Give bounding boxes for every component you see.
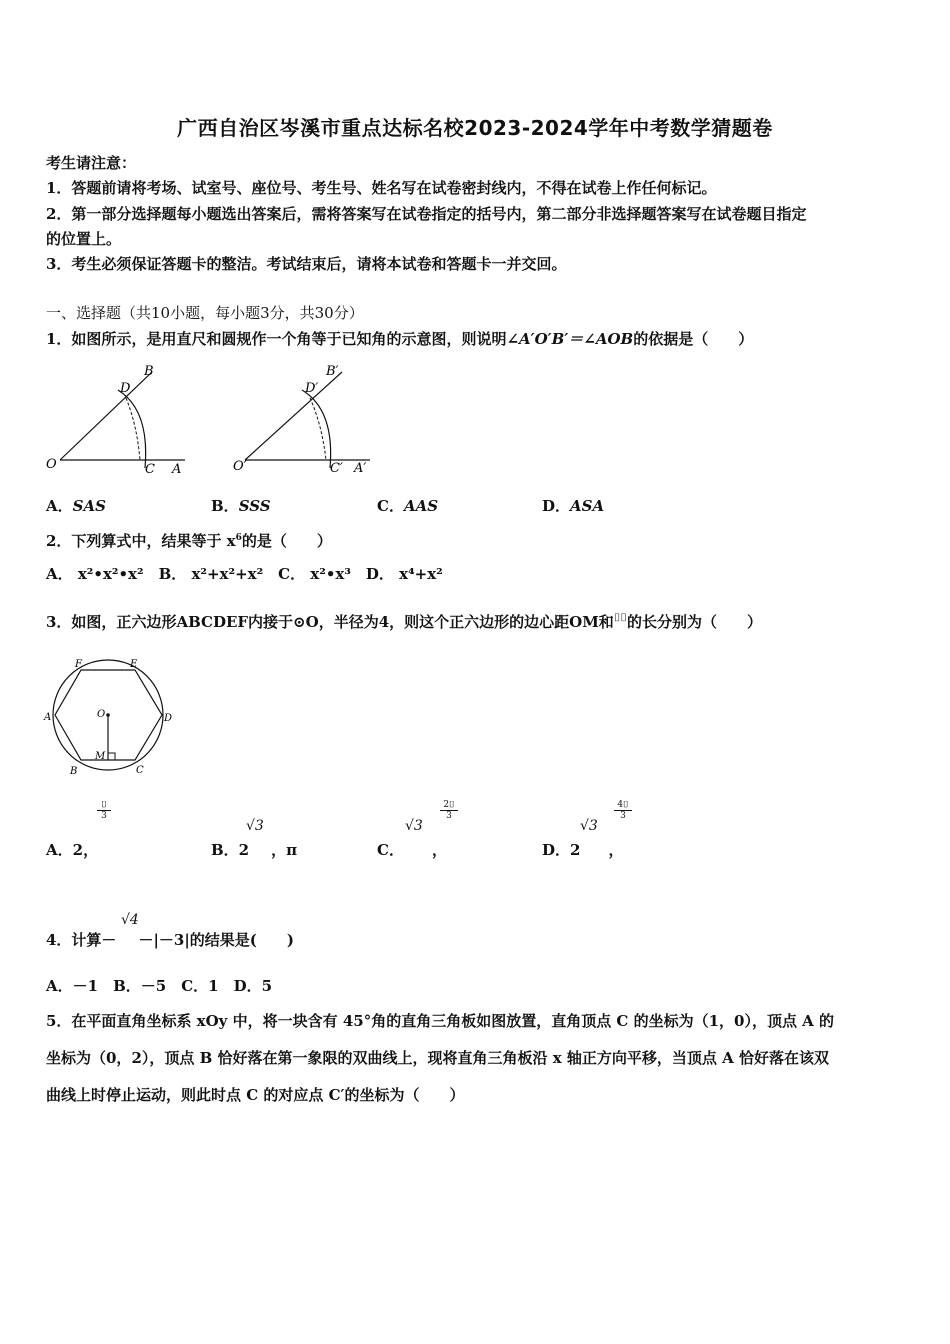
label-O-prime: O′ [233,459,247,474]
question-3-stem: 3．如图，正六边形ABCDEF内接于⊙O，半径为4，则这个正六边形的边心距OM和⌷⌷的长分别为（ ） [46,611,763,631]
figure-original-angle [46,364,185,477]
svg-text:F: F [75,659,82,670]
label-O: O [46,457,57,472]
q3-option-a-fraction: ⌷ 3 [97,800,111,821]
svg-text:E: E [130,659,138,670]
label-A-prime: A′ [354,461,367,476]
q1-option-b: B．SSS [211,497,271,515]
svg-text:A: A [44,712,52,723]
notice-item: 的位置上。 [46,230,122,248]
question-5-line-3: 曲线上时停止运动，则此时点 C 的对应点 C′的坐标为（ ） [46,1086,465,1104]
question-5-line-2: 坐标为（0，2），顶点 B 恰好落在第一象限的双曲线上，现将直角三角板沿 x 轴正方向平移，当顶点 A 恰好落在该双 [46,1049,829,1067]
label-B-prime: B′ [326,364,339,379]
notice-item: 2．第一部分选择题每小题选出答案后，需将答案写在试卷指定的括号内，第二部分非选择题答案写在试卷题目指定 [46,205,807,223]
q3-option-d-sqrt: √3 [580,818,598,834]
label-D-prime: D′ [305,381,319,396]
label-B: B [144,364,154,379]
q3-option-d-fraction: $\frac{4⌷}{3}$ [614,800,632,821]
q1-option-d: D．ASA [542,497,605,515]
label-C-prime: C′ [330,461,343,476]
q2-options: A． x²•x²•x² B． x²+x²+x² C． x²•x³ D． x⁴+x² [46,565,443,583]
notice-heading: 考生请注意： [46,154,137,172]
label-A: A [172,462,182,477]
svg-text:M: M [95,751,106,762]
q4-sqrt: √4 [121,912,139,928]
question-2-stem: 2．下列算式中，结果等于 $x^6$的是（ ） [46,532,332,550]
q3-option-b: B．2 ，π [211,841,298,859]
q3-option-c-fraction: $\frac{2⌷}{3}$ [440,800,458,821]
svg-text:C: C [136,765,144,776]
q1-option-a: A．SAS [46,497,106,515]
q3-option-b-sqrt: √3 [246,818,264,834]
section-heading: 一、选择题（共10小题，每小题3分，共30分） [46,304,364,322]
svg-text:B: B [70,766,78,777]
svg-text:D: D [164,713,173,724]
q3-option-c-sqrt: √3 [405,818,423,834]
notice-item: 3．考生必须保证答题卡的整洁。考试结束后，请将本试卷和答题卡一并交回。 [46,255,567,273]
question-4-stem: 4．计算－ －|－3|的结果是( ) [46,931,294,949]
label-D: D [120,381,131,396]
angle-construction-figures [40,360,400,480]
figure-copied-angle [233,364,370,476]
q4-options: A．－1 B．－5 C．1 D．5 [46,977,273,995]
page-title: 广西自治区岑溪市重点达标名校2023-2024学年中考数学猜题卷 [177,116,773,140]
label-C: C [145,462,155,477]
question-5-line-1: 5．在平面直角坐标系 xOy 中，将一块含有 45°角的直角三角板如图放置，直角顶点 C 的坐标为（1，0），顶点 A 的 [46,1012,835,1030]
hexagon-circle-figure [40,655,180,780]
q1-option-c: C．AAS [377,497,439,515]
q3-option-a: A．2， [46,841,99,859]
notice-item: 1．答题前请将考场、试室号、座位号、考生号、姓名写在试卷密封线内，不得在试卷上作任何标记。 [46,179,717,197]
question-1-stem: 1．如图所示，是用直尺和圆规作一个角等于已知角的示意图，则说明∠A′O′B′＝∠AOB的依据是（ ） [46,330,754,348]
svg-text:O: O [97,709,106,720]
q3-option-c: C． ， [377,841,447,859]
q3-option-d: D．2 ， [542,841,624,859]
